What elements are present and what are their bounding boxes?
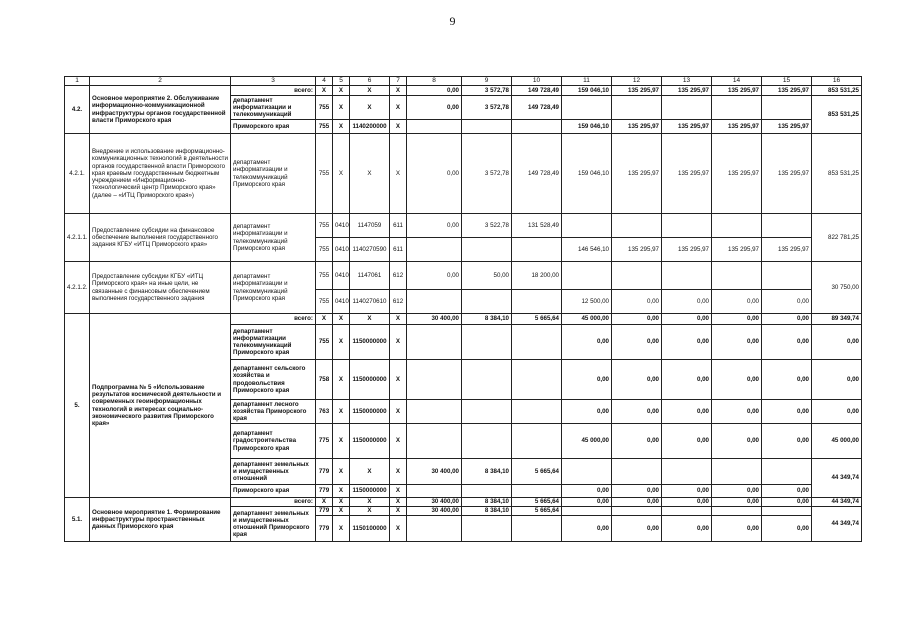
row-name: Внедрение и использование информационно-коммуникационных технологий в деятельности органов государственной власти Приморского края краевым государственным бюджетным учреждением «Информационно-технологический центр Приморского края» (далее – «ИТЦ Приморского края») <box>90 134 231 214</box>
cell: 755 <box>316 120 333 134</box>
budget-table <box>64 76 862 542</box>
cell: X <box>350 134 390 214</box>
cell: 45 000,00 <box>562 314 612 325</box>
cell-total: 30 750,00 <box>812 262 862 314</box>
executor-cell: департамент сельского хозяйства и продовольствия Приморского края <box>231 360 316 400</box>
cell: 1140270610 <box>350 290 390 314</box>
cell: 8 384,10 <box>462 498 512 507</box>
cell: 0,00 <box>612 516 662 542</box>
row-name: Основное мероприятие 1. Формирование инфраструктуры пространственных данных Приморского края <box>90 498 231 542</box>
cell: 1140270590 <box>350 238 390 262</box>
cell <box>407 485 462 498</box>
cell <box>662 459 712 485</box>
cell: 0,00 <box>762 485 812 498</box>
cell: 0,00 <box>662 400 712 424</box>
cell <box>512 120 562 134</box>
col-header: 12 <box>612 77 662 86</box>
cell: 0,00 <box>407 134 462 214</box>
cell <box>662 214 712 238</box>
cell: 0,00 <box>662 290 712 314</box>
cell: 0,00 <box>812 400 862 424</box>
cell <box>462 400 512 424</box>
col-header: 4 <box>316 77 333 86</box>
cell: 0,00 <box>762 290 812 314</box>
row-number: 4.2. <box>65 86 90 134</box>
cell: 0,00 <box>662 498 712 507</box>
col-header: 16 <box>812 77 862 86</box>
cell: X <box>316 314 333 325</box>
cell: X <box>350 314 390 325</box>
cell: 0,00 <box>712 290 762 314</box>
cell: 755 <box>316 214 333 238</box>
cell <box>512 485 562 498</box>
cell: X <box>390 400 407 424</box>
cell: 135 295,97 <box>662 86 712 96</box>
table-row <box>65 86 862 96</box>
cell <box>562 507 612 516</box>
cell: 853 531,25 <box>812 134 862 214</box>
cell: 0,00 <box>712 360 762 400</box>
cell <box>662 507 712 516</box>
cell: X <box>390 314 407 325</box>
table-row <box>65 498 862 507</box>
cell: 0,00 <box>812 325 862 360</box>
cell: 755 <box>316 325 333 360</box>
cell: 135 295,97 <box>612 238 662 262</box>
cell <box>512 400 562 424</box>
cell: 135 295,97 <box>762 238 812 262</box>
cell: X <box>333 485 350 498</box>
cell: X <box>350 96 390 120</box>
cell: X <box>316 498 333 507</box>
cell: 149 728,49 <box>512 86 562 96</box>
cell: 0,00 <box>612 400 662 424</box>
cell: 0,00 <box>662 516 712 542</box>
cell: 135 295,97 <box>612 120 662 134</box>
cell: 0,00 <box>712 325 762 360</box>
cell: 755 <box>316 134 333 214</box>
cell: 131 528,49 <box>512 214 562 238</box>
cell: 5 665,64 <box>512 459 562 485</box>
cell: 159 046,10 <box>562 120 612 134</box>
row-name: Подпрограмма № 5 «Использование результатов космической деятельности и современных геоинформационных технологий в интересах социально-экономического развития Приморского края» <box>90 314 231 498</box>
cell: X <box>390 459 407 485</box>
cell: 0,00 <box>812 360 862 400</box>
cell <box>462 290 512 314</box>
cell <box>407 120 462 134</box>
cell: 0,00 <box>662 424 712 459</box>
cell: 8 384,10 <box>462 459 512 485</box>
cell: 853 531,25 <box>812 86 862 96</box>
cell <box>462 485 512 498</box>
cell: 30 400,00 <box>407 498 462 507</box>
cell <box>762 214 812 238</box>
executor-cell: департамент информатизации и телекоммуникаций <box>231 96 316 120</box>
cell <box>712 507 762 516</box>
executor-cell: департамент лесного хозяйства Приморского края <box>231 400 316 424</box>
cell: 5 665,64 <box>512 507 562 516</box>
col-header: 1 <box>65 77 90 86</box>
cell: всего: <box>231 498 316 507</box>
table-row <box>65 134 862 214</box>
cell: X <box>333 325 350 360</box>
cell <box>512 290 562 314</box>
cell: 0,00 <box>612 314 662 325</box>
cell: X <box>333 424 350 459</box>
cell <box>612 459 662 485</box>
col-header: 7 <box>390 77 407 86</box>
cell: 0,00 <box>407 86 462 96</box>
col-header: 6 <box>350 77 390 86</box>
cell <box>407 290 462 314</box>
cell <box>562 214 612 238</box>
cell <box>462 424 512 459</box>
budget-table-container <box>64 76 861 582</box>
cell: 0,00 <box>712 485 762 498</box>
cell: 149 728,49 <box>512 96 562 120</box>
cell: X <box>316 86 333 96</box>
cell: 0,00 <box>612 485 662 498</box>
cell: 0,00 <box>407 262 462 290</box>
cell: X <box>390 134 407 214</box>
cell: всего: <box>231 314 316 325</box>
cell: X <box>333 86 350 96</box>
row-number: 4.2.1.2. <box>65 262 90 314</box>
cell: 135 295,97 <box>662 134 712 214</box>
cell: 0,00 <box>762 314 812 325</box>
cell: 12 500,00 <box>562 290 612 314</box>
cell: 135 295,97 <box>612 86 662 96</box>
cell: 0,00 <box>712 314 762 325</box>
col-header: 10 <box>512 77 562 86</box>
row-number: 4.2.1. <box>65 134 90 214</box>
cell: X <box>390 120 407 134</box>
cell: 755 <box>316 290 333 314</box>
cell: 3 572,78 <box>462 96 512 120</box>
cell: 0,00 <box>562 360 612 400</box>
cell: 135 295,97 <box>712 134 762 214</box>
cell: 45 000,00 <box>562 424 612 459</box>
cell: X <box>333 134 350 214</box>
cell: 1150100000 <box>350 516 390 542</box>
cell: X <box>350 507 390 516</box>
cell: 0,00 <box>562 516 612 542</box>
cell: 135 295,97 <box>712 238 762 262</box>
cell: 0,00 <box>762 516 812 542</box>
col-header: 11 <box>562 77 612 86</box>
cell <box>512 360 562 400</box>
cell: 612 <box>390 290 407 314</box>
cell: 89 349,74 <box>812 314 862 325</box>
cell: 0,00 <box>662 485 712 498</box>
col-header: 14 <box>712 77 762 86</box>
cell <box>407 360 462 400</box>
executor-cell: департамент информатизации и телекоммуникаций Приморского края <box>231 134 316 214</box>
cell: X <box>390 485 407 498</box>
cell: всего: <box>231 86 316 96</box>
cell <box>662 96 712 120</box>
cell: 0,00 <box>407 214 462 238</box>
executor-cell: департамент информатизации и телекоммуникаций Приморского края <box>231 214 316 262</box>
cell <box>562 96 612 120</box>
cell: 779 <box>316 459 333 485</box>
row-number: 5.1. <box>65 498 90 542</box>
cell: 1147059 <box>350 214 390 238</box>
cell: 779 <box>316 485 333 498</box>
cell: 30 400,00 <box>407 459 462 485</box>
executor-cell: департамент градостроительства Приморского края <box>231 424 316 459</box>
cell-total: 853 531,25 <box>812 96 862 134</box>
cell: 0,00 <box>762 325 812 360</box>
cell <box>612 214 662 238</box>
cell: 0,00 <box>762 498 812 507</box>
cell: 0410 <box>333 238 350 262</box>
cell: 3 572,78 <box>462 86 512 96</box>
cell: 0,00 <box>407 96 462 120</box>
cell: 159 046,10 <box>562 86 612 96</box>
row-name: Предоставление субсидии КГБУ «ИТЦ Приморского края» на иные цели, не связанные с финансовым обеспечением выполнения государственного задания <box>90 262 231 314</box>
cell: 763 <box>316 400 333 424</box>
cell: X <box>390 424 407 459</box>
cell: 45 000,00 <box>812 424 862 459</box>
cell: X <box>333 516 350 542</box>
cell: 0,00 <box>612 424 662 459</box>
cell <box>407 516 462 542</box>
cell: 5 665,64 <box>512 498 562 507</box>
cell: 0,00 <box>612 325 662 360</box>
row-number: 4.2.1.1. <box>65 214 90 262</box>
cell: 611 <box>390 214 407 238</box>
cell: 149 728,49 <box>512 134 562 214</box>
cell: X <box>390 516 407 542</box>
cell: 135 295,97 <box>712 86 762 96</box>
cell <box>462 120 512 134</box>
col-header: 5 <box>333 77 350 86</box>
cell: 612 <box>390 262 407 290</box>
cell: 30 400,00 <box>407 507 462 516</box>
cell: 0410 <box>333 214 350 238</box>
cell: 611 <box>390 238 407 262</box>
cell: 755 <box>316 238 333 262</box>
cell <box>662 262 712 290</box>
cell: 8 384,10 <box>462 507 512 516</box>
cell: 0,00 <box>562 485 612 498</box>
cell: 0410 <box>333 290 350 314</box>
cell <box>562 262 612 290</box>
cell <box>462 516 512 542</box>
cell: X <box>333 498 350 507</box>
cell: 0,00 <box>662 360 712 400</box>
cell: 1147061 <box>350 262 390 290</box>
cell: 18 200,00 <box>512 262 562 290</box>
cell: 5 665,64 <box>512 314 562 325</box>
cell: 3 572,78 <box>462 134 512 214</box>
executor-cell: Приморского края <box>231 485 316 498</box>
cell: 50,00 <box>462 262 512 290</box>
cell: 0,00 <box>762 424 812 459</box>
cell: X <box>350 459 390 485</box>
cell: X <box>390 325 407 360</box>
cell: 1150000000 <box>350 360 390 400</box>
cell: 0410 <box>333 262 350 290</box>
cell: 0,00 <box>662 325 712 360</box>
cell: 146 546,10 <box>562 238 612 262</box>
cell: 135 295,97 <box>762 120 812 134</box>
cell: 0,00 <box>712 400 762 424</box>
cell: 755 <box>316 262 333 290</box>
cell <box>512 424 562 459</box>
cell: X <box>390 86 407 96</box>
cell: 135 295,97 <box>712 120 762 134</box>
cell: 0,00 <box>712 498 762 507</box>
cell: 0,00 <box>612 360 662 400</box>
cell: 135 295,97 <box>662 120 712 134</box>
cell: 0,00 <box>712 424 762 459</box>
executor-cell: Приморского края <box>231 120 316 134</box>
executor-cell: департамент земельных и имущественных отношений <box>231 459 316 485</box>
cell <box>762 459 812 485</box>
cell: 44 349,74 <box>812 498 862 507</box>
cell: 0,00 <box>612 290 662 314</box>
cell: 1150000000 <box>350 424 390 459</box>
cell: 0,00 <box>762 400 812 424</box>
cell-total: 44 349,74 <box>812 459 862 498</box>
table-row <box>65 314 862 325</box>
cell: X <box>333 96 350 120</box>
col-header: 13 <box>662 77 712 86</box>
cell <box>407 424 462 459</box>
cell: X <box>390 498 407 507</box>
column-number-row <box>65 77 862 86</box>
cell <box>512 325 562 360</box>
executor-cell: департамент информатизации телекоммуникаций Приморского края <box>231 325 316 360</box>
cell: 779 <box>316 516 333 542</box>
cell <box>512 516 562 542</box>
cell: 0,00 <box>562 400 612 424</box>
cell <box>612 96 662 120</box>
cell: X <box>333 360 350 400</box>
cell: 0,00 <box>612 498 662 507</box>
col-header: 15 <box>762 77 812 86</box>
cell: X <box>333 507 350 516</box>
cell: X <box>350 86 390 96</box>
cell <box>562 459 612 485</box>
table-row <box>65 214 862 238</box>
cell <box>762 507 812 516</box>
cell: 135 295,97 <box>762 86 812 96</box>
row-name: Предоставление субсидии на финансовое обеспечение выполнения государственного задания КГБУ «ИТЦ Приморского края» <box>90 214 231 262</box>
cell <box>462 238 512 262</box>
cell <box>762 262 812 290</box>
table-row <box>65 262 862 290</box>
cell <box>712 214 762 238</box>
cell: 755 <box>316 96 333 120</box>
cell <box>712 459 762 485</box>
cell: 758 <box>316 360 333 400</box>
cell: 0,00 <box>762 360 812 400</box>
col-header: 2 <box>90 77 231 86</box>
cell: 1150000000 <box>350 325 390 360</box>
cell: 135 295,97 <box>662 238 712 262</box>
cell: 1140200000 <box>350 120 390 134</box>
cell <box>407 400 462 424</box>
cell: 135 295,97 <box>762 134 812 214</box>
cell: X <box>333 314 350 325</box>
cell: X <box>333 459 350 485</box>
cell: 0,00 <box>712 516 762 542</box>
cell <box>462 325 512 360</box>
cell: 1150000000 <box>350 400 390 424</box>
cell <box>612 507 662 516</box>
page-number: 9 <box>449 14 456 28</box>
cell: 159 046,10 <box>562 134 612 214</box>
cell <box>407 325 462 360</box>
cell: 0,00 <box>562 325 612 360</box>
executor-cell: департамент земельных и имущественных отношений Приморского края <box>231 507 316 542</box>
cell <box>762 96 812 120</box>
cell-total: 822 781,25 <box>812 214 862 262</box>
cell: X <box>350 498 390 507</box>
col-header: 9 <box>462 77 512 86</box>
executor-cell: департамент информатизации и телекоммуникаций Приморского края <box>231 262 316 314</box>
row-name: Основное мероприятие 2. Обслуживание информационно-коммуникационной инфраструктуры органов государственной власти Приморского края <box>90 86 231 134</box>
cell: 779 <box>316 507 333 516</box>
cell <box>512 238 562 262</box>
cell <box>612 262 662 290</box>
row-number: 5. <box>65 314 90 498</box>
cell: 0,00 <box>562 498 612 507</box>
cell: X <box>390 507 407 516</box>
cell: 135 295,97 <box>612 134 662 214</box>
cell <box>712 96 762 120</box>
cell <box>712 262 762 290</box>
cell: 0,00 <box>662 314 712 325</box>
cell-total: 44 349,74 <box>812 507 862 542</box>
cell: X <box>333 120 350 134</box>
cell: 1150000000 <box>350 485 390 498</box>
cell <box>462 360 512 400</box>
cell: X <box>333 400 350 424</box>
cell: 30 400,00 <box>407 314 462 325</box>
cell: 8 384,10 <box>462 314 512 325</box>
col-header: 8 <box>407 77 462 86</box>
cell: 3 522,78 <box>462 214 512 238</box>
cell: X <box>390 360 407 400</box>
col-header: 3 <box>231 77 316 86</box>
cell: 775 <box>316 424 333 459</box>
cell: X <box>390 96 407 120</box>
cell <box>407 238 462 262</box>
